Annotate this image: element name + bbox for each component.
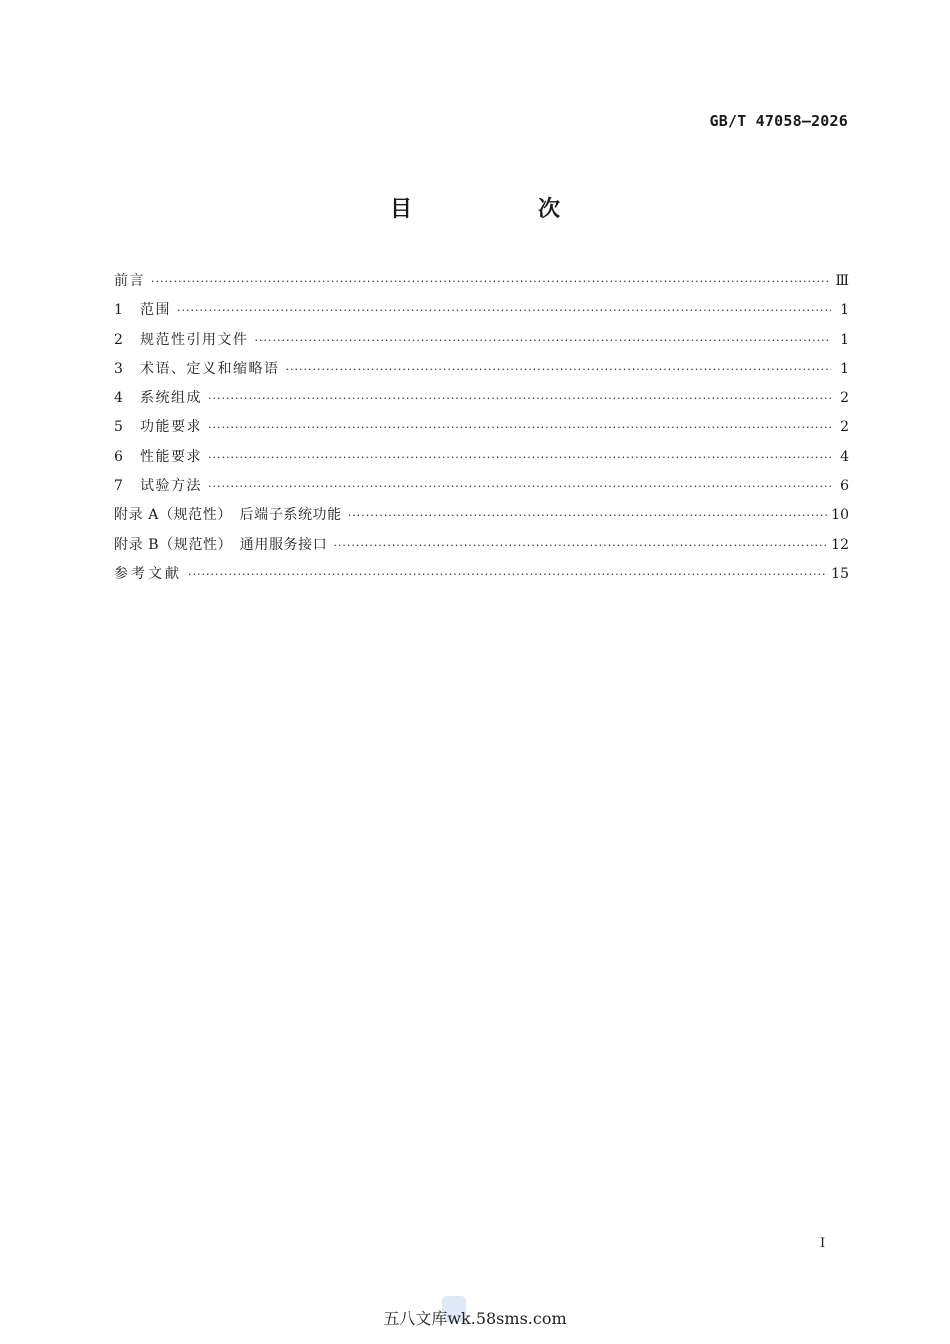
toc-entry-page: 1	[840, 360, 849, 377]
toc-leader-dots	[208, 451, 831, 464]
toc-entry-number: 4	[114, 390, 123, 407]
toc-entry-number: 7	[114, 478, 123, 495]
toc-leader-dots	[255, 334, 832, 347]
toc-entry-system-composition[interactable]	[114, 387, 849, 416]
toc-entry-number: 3	[114, 360, 123, 377]
toc-entry-normative-references[interactable]	[114, 329, 849, 358]
toc-entry-number: 2	[114, 331, 123, 348]
toc-entry-label: 范围	[140, 302, 171, 319]
toc-entry-page: 1	[840, 302, 849, 319]
toc-entry-page: 2	[840, 419, 849, 436]
toc-entry-label: 参考文献	[114, 565, 182, 582]
toc-entry-performance-requirements[interactable]	[114, 446, 849, 475]
toc-entry-page: 6	[840, 478, 849, 495]
toc-entry-functional-requirements[interactable]	[114, 416, 849, 445]
toc-entry-page: 2	[840, 390, 849, 407]
toc-entry-number: 6	[114, 448, 123, 465]
toc-entry-label: 功能要求	[140, 419, 202, 436]
toc-entry-label: 术语、定义和缩略语	[140, 360, 280, 377]
toc-entry-page: 15	[831, 565, 849, 582]
toc-leader-dots	[348, 509, 827, 522]
toc-entry-bibliography[interactable]	[114, 563, 849, 592]
toc-leader-dots	[286, 363, 832, 376]
toc-entry-annex-a[interactable]	[114, 504, 849, 533]
toc-entry-page: 4	[840, 448, 849, 465]
toc-leader-dots	[177, 304, 831, 317]
toc-entry-label: 系统组成	[140, 390, 202, 407]
toc-entry-test-methods[interactable]	[114, 475, 849, 504]
page-number: Ⅰ	[820, 1236, 826, 1251]
toc-leader-dots	[208, 392, 831, 405]
toc-entry-number: 1	[114, 302, 123, 319]
toc-leader-dots	[333, 539, 827, 552]
toc-entry-label: 附录 B（规范性） 通用服务接口	[114, 536, 328, 553]
toc-entry-label: 规范性引用文件	[140, 331, 249, 348]
toc-leader-dots	[208, 421, 831, 434]
watermark-text: 五八文库wk.58sms.com	[383, 1309, 567, 1328]
standard-code: GB/T 47058—2026	[709, 112, 848, 130]
toc-entry-preface[interactable]	[114, 270, 849, 299]
table-of-contents	[114, 270, 849, 592]
toc-entry-page: Ⅲ	[835, 273, 849, 289]
toc-leader-dots	[151, 275, 831, 288]
toc-entry-label: 前言	[114, 273, 145, 289]
toc-entry-label: 性能要求	[140, 448, 202, 465]
toc-leader-dots	[208, 480, 831, 493]
toc-entry-number: 5	[114, 419, 123, 436]
toc-entry-page: 12	[831, 536, 849, 553]
toc-entry-page: 10	[831, 507, 849, 524]
toc-leader-dots	[188, 568, 827, 581]
toc-entry-label: 附录 A（规范性） 后端子系统功能	[114, 507, 342, 524]
toc-entry-label: 试验方法	[140, 478, 202, 495]
toc-title: 目 次	[389, 197, 612, 222]
toc-entry-scope[interactable]	[114, 299, 849, 328]
toc-entry-terms[interactable]	[114, 358, 849, 387]
toc-entry-page: 1	[840, 331, 849, 348]
toc-entry-annex-b[interactable]	[114, 534, 849, 563]
